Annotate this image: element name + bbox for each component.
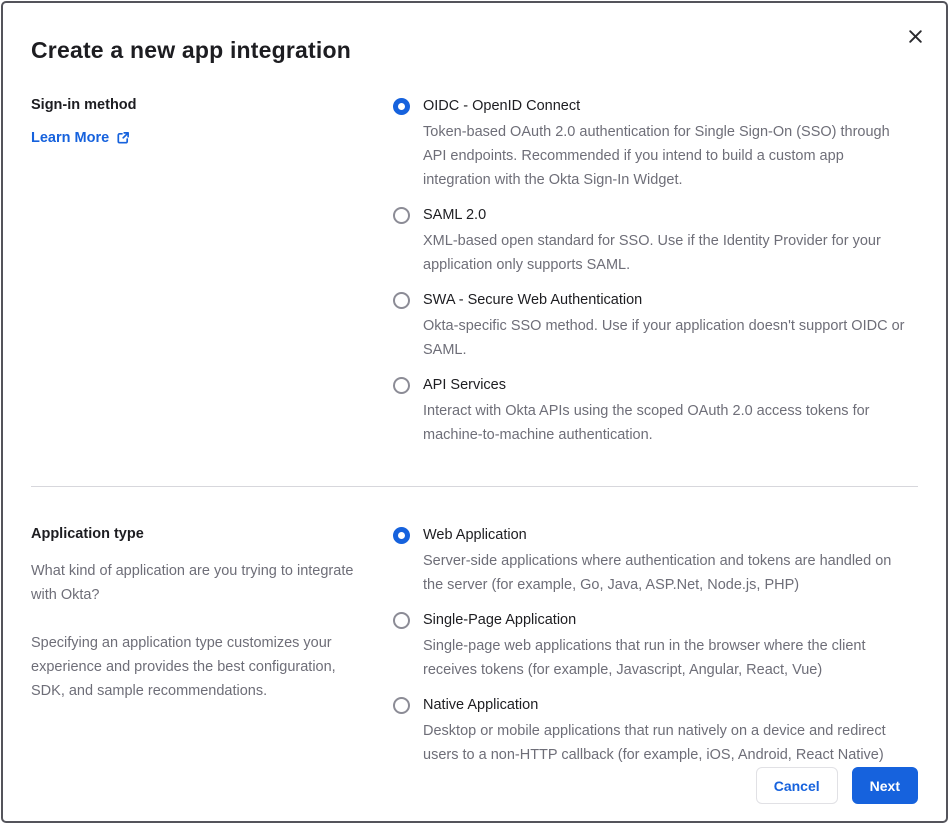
option-oidc-description: Token-based OAuth 2.0 authentication for Single Sign-On (SSO) through API endpoints. Recommended if you intend to build a custom app integration with the Okta Sign-In Widget.	[423, 124, 890, 188]
option-spa-description: Single-page web applications that run in the browser where the client receives tokens (for example, Javascript, Angular, React, Vue)	[423, 638, 866, 678]
external-link-icon	[116, 131, 130, 145]
next-button[interactable]: Next	[852, 767, 918, 804]
option-spa	[393, 608, 918, 682]
option-api-services-description: Interact with Okta APIs using the scoped OAuth 2.0 access tokens for machine-to-machine authentication.	[423, 403, 870, 443]
radio-saml[interactable]	[393, 203, 918, 227]
option-saml-label: SAML 2.0	[423, 207, 487, 223]
option-spa-label: Single-Page Application	[423, 612, 577, 628]
radio-api-services[interactable]	[393, 373, 918, 397]
option-api-services-label: API Services	[423, 377, 506, 393]
page-title: Create a new app integration	[31, 37, 351, 63]
cancel-button[interactable]: Cancel	[756, 767, 838, 804]
radio-unselected-icon[interactable]	[393, 697, 410, 714]
radio-unselected-icon[interactable]	[393, 377, 410, 394]
option-oidc	[393, 94, 918, 192]
option-web-application	[393, 523, 918, 597]
option-saml	[393, 203, 918, 277]
option-native-application	[393, 693, 918, 767]
learn-more-link[interactable]	[31, 130, 130, 146]
learn-more-label: Learn More	[31, 130, 110, 146]
option-saml-description: XML-based open standard for SSO. Use if the Identity Provider for your application only supports SAML.	[423, 233, 881, 273]
radio-native-application[interactable]	[393, 693, 918, 717]
application-type-question: What kind of application are you trying to integrate with Okta?	[31, 563, 354, 603]
option-web-application-description: Server-side applications where authentication and tokens are handled on the server (for example, Go, Java, ASP.Net, Node.js, PHP)	[423, 553, 892, 593]
option-api-services	[393, 373, 918, 447]
option-native-application-description: Desktop or mobile applications that run natively on a device and redirect users to a non-HTTP callback (for example, iOS, Android, React Native)	[423, 723, 886, 763]
application-type-label: Application type	[31, 526, 144, 542]
radio-unselected-icon[interactable]	[393, 612, 410, 629]
section-application-type	[31, 486, 918, 767]
option-oidc-label: OIDC - OpenID Connect	[423, 98, 581, 114]
section-sign-in-method	[31, 94, 918, 447]
radio-selected-icon[interactable]	[393, 527, 410, 544]
option-swa-description: Okta-specific SSO method. Use if your application doesn't support OIDC or SAML.	[423, 318, 905, 358]
radio-oidc[interactable]	[393, 94, 918, 118]
option-swa	[393, 288, 918, 362]
radio-web-application[interactable]	[393, 523, 918, 547]
option-swa-label: SWA - Secure Web Authentication	[423, 292, 643, 308]
option-native-application-label: Native Application	[423, 697, 539, 713]
option-web-application-label: Web Application	[423, 527, 527, 543]
radio-spa[interactable]	[393, 608, 918, 632]
dialog-footer	[31, 767, 918, 821]
create-app-integration-dialog	[1, 1, 948, 823]
sign-in-method-label: Sign-in method	[31, 97, 137, 113]
application-type-explanation: Specifying an application type customizes your experience and provides the best configuration, SDK, and sample recommendations.	[31, 635, 336, 699]
radio-swa[interactable]	[393, 288, 918, 312]
radio-unselected-icon[interactable]	[393, 207, 410, 224]
radio-selected-icon[interactable]	[393, 98, 410, 115]
radio-unselected-icon[interactable]	[393, 292, 410, 309]
